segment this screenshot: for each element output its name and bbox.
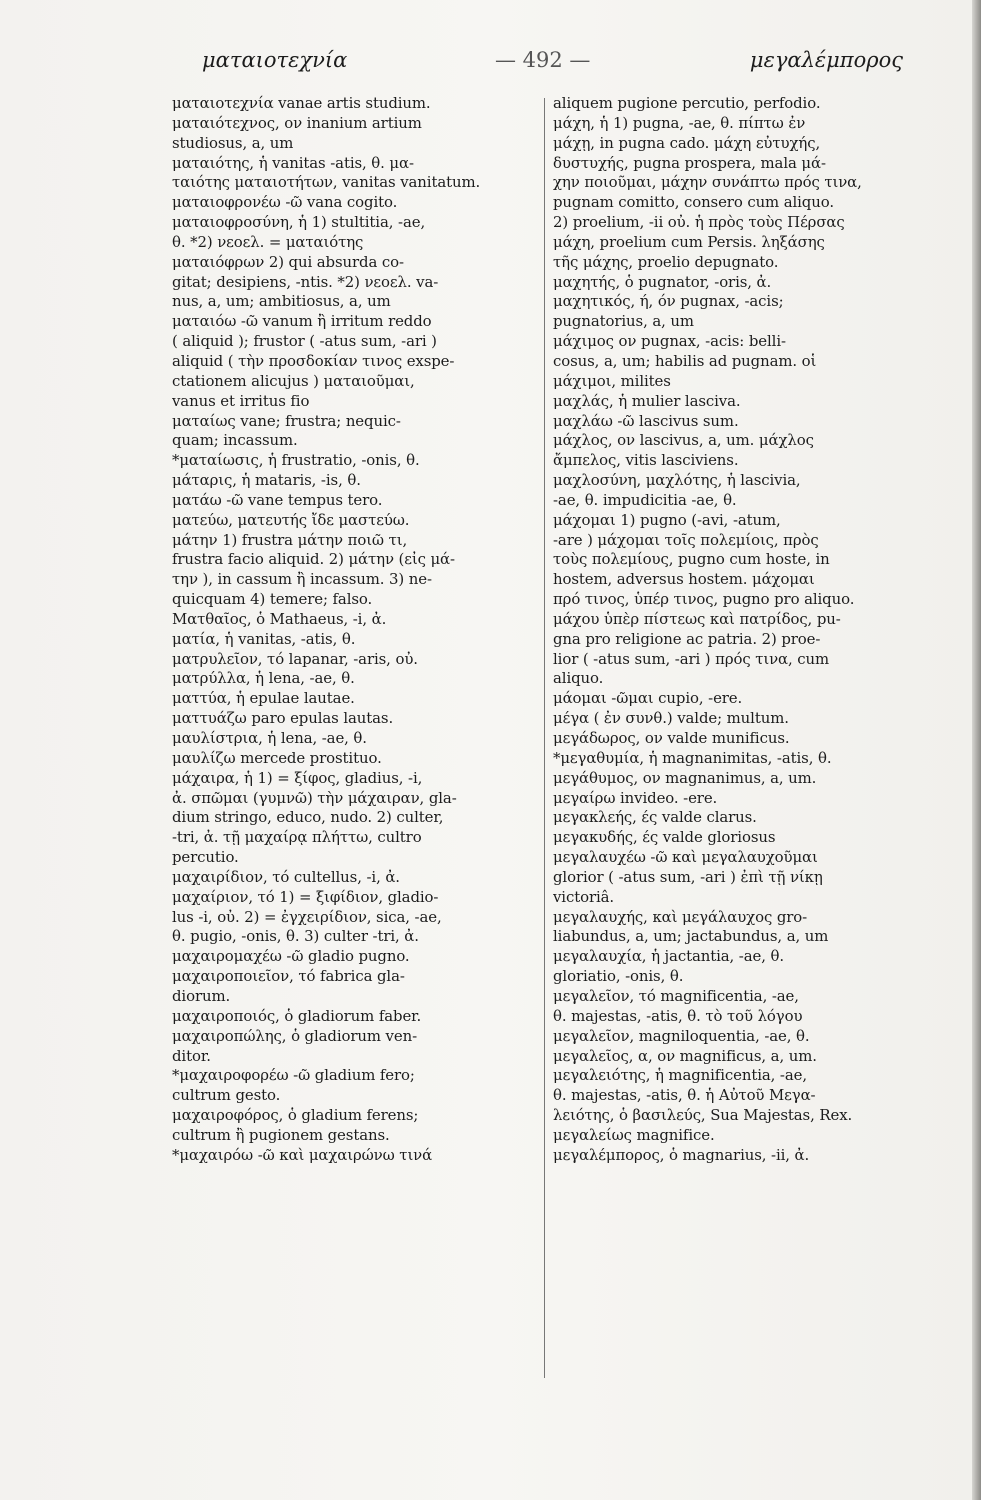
entry-line: την ), in cassum ἢ incassum. 3) ne- bbox=[172, 570, 432, 589]
entry-line: μεγακλεής, ές valde clarus. bbox=[553, 808, 757, 827]
dictionary-entry bbox=[553, 749, 928, 769]
entry-line: μεγαλαυχής, καὶ μεγάλαυχος gro- bbox=[553, 907, 808, 926]
dictionary-entry bbox=[172, 491, 540, 511]
entry-line: θ. pugio, -onis, θ. 3) culter -tri, ἀ. bbox=[172, 927, 419, 946]
dictionary-entry bbox=[553, 1126, 928, 1146]
entry-line: μεγάδωρος, ον valde munificus. bbox=[553, 729, 790, 747]
dictionary-entry bbox=[172, 1007, 540, 1027]
entry-line: μάχῃ, in pugna cado. μάχη εὐτυχής, bbox=[553, 133, 821, 152]
dictionary-entry bbox=[553, 789, 928, 809]
entry-line: ματία, ἡ vanitas, -atis, θ. bbox=[172, 629, 356, 648]
entry-line: μεγαλεῖον, τό magnificentia, -ae, bbox=[553, 986, 799, 1005]
entry-line: quicquam 4) temere; falso. bbox=[172, 590, 373, 609]
entry-line: ctationem alicujus ) ματαιοῦμαι, bbox=[172, 371, 415, 390]
entry-line: lior ( -atus sum, -ari ) πρός τινα, cum bbox=[553, 649, 830, 668]
entry-line: μεγακυδής, ές valde gloriosus bbox=[553, 828, 776, 847]
dictionary-entry bbox=[553, 908, 928, 948]
dictionary-entry bbox=[553, 947, 928, 987]
dictionary-entry bbox=[553, 828, 928, 848]
dictionary-entry bbox=[553, 689, 928, 709]
dictionary-entry bbox=[172, 511, 540, 531]
dictionary-entry bbox=[553, 471, 928, 511]
dictionary-entry bbox=[172, 630, 540, 650]
entry-line: cosus, a, um; habilis ad pugnam. οἱ bbox=[553, 351, 817, 370]
entry-line: quam; incassum. bbox=[172, 431, 298, 450]
entry-line: liabundus, a, um; jactabundus, a, um bbox=[553, 927, 829, 946]
dictionary-entry bbox=[172, 94, 540, 114]
dictionary-entry bbox=[553, 273, 928, 293]
dictionary-entry bbox=[172, 531, 540, 610]
left-column bbox=[172, 94, 540, 1166]
dictionary-entry bbox=[172, 709, 540, 729]
dictionary-entry bbox=[172, 749, 540, 769]
entry-line: μέγα ( ἐν συνθ.) valde; multum. bbox=[553, 709, 789, 728]
entry-line: pugnatorius, a, um bbox=[553, 312, 694, 331]
entry-line: μάτην 1) frustra μάτην ποιῶ τι, bbox=[172, 530, 408, 549]
dictionary-entry bbox=[553, 332, 928, 392]
entry-line: Ματθαῖος, ὁ Mathaeus, -i, ἀ. bbox=[172, 609, 387, 628]
entry-line: ματτυάζω paro epulas lautas. bbox=[172, 709, 394, 728]
entry-line: percutio. bbox=[172, 848, 239, 867]
page-number: — 492 — bbox=[495, 48, 591, 72]
entry-line: μαχαιροφόρος, ὁ gladium ferens; bbox=[172, 1106, 419, 1125]
entry-line: nus, a, um; ambitiosus, a, um bbox=[172, 292, 391, 311]
entry-line: μαυλίζω mercede prostituo. bbox=[172, 748, 382, 767]
entry-line: ditor. bbox=[172, 1046, 211, 1065]
dictionary-entry bbox=[172, 193, 540, 213]
entry-line: *μαχαιρόω -ῶ καὶ μαχαιρώνω τινά bbox=[172, 1145, 433, 1164]
dictionary-entry bbox=[172, 650, 540, 670]
entry-line: θ. majestas, -atis, θ. τὸ τοῦ λόγου bbox=[553, 1006, 803, 1025]
entry-line: *μεγαθυμία, ἡ magnanimitas, -atis, θ. bbox=[553, 748, 832, 767]
dictionary-entry bbox=[553, 769, 928, 789]
dictionary-entry bbox=[553, 808, 928, 828]
entry-line: diorum. bbox=[172, 986, 231, 1005]
entry-line: μαχαιρομαχέω -ῶ gladio pugno. bbox=[172, 947, 410, 966]
entry-line: μάχομαι 1) pugno (-avi, -atum, bbox=[553, 510, 781, 529]
entry-line: ἀ. σπῶμαι (γυμνῶ) τὴν μάχαιραν, gla- bbox=[172, 788, 457, 807]
entry-line: aliquid ( τὴν προσδοκίαν τινος exspe- bbox=[172, 351, 455, 370]
header-first-word: ματαιοτεχνία bbox=[202, 48, 348, 72]
entry-line: μεγαλέμπορος, ὁ magnarius, -ii, ἀ. bbox=[553, 1145, 810, 1164]
dictionary-entry bbox=[172, 1106, 540, 1146]
entry-line: hostem, adversus hostem. μάχομαι bbox=[553, 570, 815, 589]
entry-line: μάχιμοι, milites bbox=[553, 371, 671, 390]
dictionary-entry bbox=[172, 471, 540, 491]
dictionary-entry bbox=[172, 689, 540, 709]
entry-line: 2) proelium, -ii οὐ. ἡ πρὸς τοὺς Πέρσας bbox=[553, 213, 845, 232]
entry-line: -ae, θ. impudicitia -ae, θ. bbox=[553, 490, 737, 509]
entry-line: μάχου ὑπὲρ πίστεως καὶ πατρίδος, pu- bbox=[553, 609, 841, 628]
entry-line: -are ) μάχομαι τοῖς πολεμίοις, πρὸς bbox=[553, 530, 819, 549]
entry-line: gna pro religione ac patria. 2) proe- bbox=[553, 629, 821, 648]
dictionary-entry bbox=[172, 154, 540, 194]
entry-line: μαχλάω -ῶ lascivus sum. bbox=[553, 411, 739, 430]
entry-line: χην ποιοῦμαι, μάχην συνάπτω πρός τινα, bbox=[553, 173, 862, 192]
dictionary-entry bbox=[172, 1146, 540, 1166]
entry-line: ματαιοφροσύνη, ἡ 1) stultitia, -ae, bbox=[172, 213, 426, 232]
entry-line: ματαιοτεχνία vanae artis studium. bbox=[172, 94, 431, 112]
dictionary-entry bbox=[553, 987, 928, 1047]
dictionary-entry bbox=[172, 967, 540, 1007]
dictionary-entry bbox=[553, 431, 928, 471]
dictionary-entry bbox=[172, 451, 540, 471]
entry-line: μεγαλαυχία, ἡ jactantia, -ae, θ. bbox=[553, 947, 784, 966]
dictionary-entry bbox=[172, 888, 540, 948]
dictionary-entry bbox=[172, 253, 540, 313]
dictionary-entry bbox=[172, 610, 540, 630]
entry-line: δυστυχής, pugna prospera, mala μά- bbox=[553, 153, 826, 172]
entry-line: μαχαιρίδιον, τό cultellus, -i, ἀ. bbox=[172, 867, 400, 886]
dictionary-entry bbox=[172, 947, 540, 967]
column-divider bbox=[544, 98, 545, 1378]
entry-line: lus -i, οὐ. 2) = ἐγχειρίδιον, sica, -ae, bbox=[172, 907, 442, 926]
right-column bbox=[553, 94, 928, 1166]
entry-line: aliquo. bbox=[553, 669, 604, 688]
entry-line: ματεύω, ματευτής ἴδε μαστεύω. bbox=[172, 510, 410, 529]
entry-line: ταιότης ματαιοτήτων, vanitas vanitatum. bbox=[172, 173, 481, 192]
entry-line: μεγαλεῖον, magniloquentia, -ae, θ. bbox=[553, 1026, 810, 1045]
dictionary-entry bbox=[172, 1027, 540, 1067]
entry-line: μεγαλειότης, ἡ magnificentia, -ae, bbox=[553, 1066, 807, 1085]
entry-line: -tri, ἀ. τῇ μαχαίρᾳ πλήττω, cultro bbox=[172, 828, 422, 847]
entry-line: μεγάθυμος, ον magnanimus, a, um. bbox=[553, 768, 817, 787]
dictionary-entry bbox=[553, 511, 928, 690]
entry-line: ματαίως vane; frustra; nequic- bbox=[172, 411, 401, 430]
entry-line: ματαιόω -ῶ vanum ἢ irritum reddo bbox=[172, 312, 432, 331]
entry-line: μεγαλεῖος, α, ον magnificus, a, um. bbox=[553, 1046, 817, 1065]
entry-line: cultrum ἢ pugionem gestans. bbox=[172, 1125, 390, 1144]
dictionary-entry bbox=[553, 1047, 928, 1067]
dictionary-entry bbox=[553, 94, 928, 114]
entry-line: ματρύλλα, ἡ lena, -ae, θ. bbox=[172, 669, 355, 688]
entry-line: μεγαλείως magnifice. bbox=[553, 1125, 715, 1144]
entry-line: μάομαι -ῶμαι cupio, -ere. bbox=[553, 689, 743, 708]
entry-line: θ. *2) νεοελ. = ματαιότης bbox=[172, 232, 364, 251]
entry-line: μάχιμος ον pugnax, -acis: belli- bbox=[553, 332, 786, 351]
entry-line: πρό τινος, ὑπέρ τινος, pugno pro aliquo. bbox=[553, 590, 855, 609]
entry-line: μαχαιροποιός, ὁ gladiorum faber. bbox=[172, 1006, 422, 1025]
entry-line: μαχαιροποιεῖον, τό fabrica gla- bbox=[172, 967, 405, 986]
dictionary-entry bbox=[172, 669, 540, 689]
entry-line: ( aliquid ); frustor ( -atus sum, -ari ) bbox=[172, 332, 437, 351]
entry-line: λειότης, ὁ βασιλεύς, Sua Majestas, Rex. bbox=[553, 1106, 853, 1125]
entry-line: dium stringo, educo, nudo. 2) culter, bbox=[172, 808, 444, 827]
dictionary-entry bbox=[172, 412, 540, 452]
entry-line: μάταρις, ἡ mataris, -is, θ. bbox=[172, 471, 361, 490]
entry-line: θ. majestas, -atis, θ. ἡ Αὐτοῦ Μεγα- bbox=[553, 1086, 816, 1105]
entry-line: μεγαλαυχέω -ῶ καὶ μεγαλαυχοῦμαι bbox=[553, 848, 818, 867]
page-header bbox=[150, 48, 921, 88]
entry-line: τοὺς πολεμίους, pugno cum hoste, in bbox=[553, 550, 830, 569]
entry-line: studiosus, a, um bbox=[172, 133, 294, 152]
dictionary-entry bbox=[172, 114, 540, 154]
entry-line: pugnam comitto, consero cum aliquo. bbox=[553, 193, 834, 212]
entry-line: ἄμπελος, vitis lasciviens. bbox=[553, 451, 739, 470]
entry-line: μαχλοσύνη, μαχλότης, ἡ lascivia, bbox=[553, 471, 801, 490]
entry-line: ματαιοφρονέω -ῶ vana cogito. bbox=[172, 193, 398, 212]
entry-line: aliquem pugione percutio, perfodio. bbox=[553, 94, 821, 112]
entry-line: ματτύα, ἡ epulae lautae. bbox=[172, 689, 355, 708]
entry-line: μαχητικός, ή, όν pugnax, -acis; bbox=[553, 292, 784, 311]
header-last-word: μεγαλέμπορος bbox=[749, 48, 903, 72]
dictionary-entry bbox=[172, 213, 540, 253]
entry-line: *μαχαιροφορέω -ῶ gladium fero; bbox=[172, 1066, 415, 1085]
entry-line: ματαιότης, ἡ vanitas -atis, θ. μα- bbox=[172, 153, 414, 172]
entry-line: μεγαίρω invideo. -ere. bbox=[553, 788, 718, 807]
dictionary-entry bbox=[553, 1146, 928, 1166]
entry-line: glorior ( -atus sum, -ari ) ἐπὶ τῇ νίκῃ bbox=[553, 867, 823, 886]
entry-line: τῆς μάχης, proelio depugnato. bbox=[553, 252, 779, 271]
entry-line: ματαιότεχνος, ον inanium artium bbox=[172, 113, 422, 132]
entry-line: μάχη, proelium cum Persis. ληξάσης bbox=[553, 232, 825, 251]
entry-line: gitat; desipiens, -ntis. *2) νεοελ. va- bbox=[172, 272, 439, 291]
dictionary-entry bbox=[553, 1066, 928, 1126]
dictionary-entry bbox=[553, 114, 928, 273]
dictionary-entry bbox=[553, 709, 928, 729]
entry-line: ματάω -ῶ vane tempus tero. bbox=[172, 490, 383, 509]
dictionary-entry bbox=[553, 412, 928, 432]
entry-line: μαυλίστρια, ἡ lena, -ae, θ. bbox=[172, 729, 367, 747]
entry-line: μαχητής, ὁ pugnator, -oris, ἀ. bbox=[553, 272, 772, 291]
entry-line: μάχλος, ον lascivus, a, um. μάχλος bbox=[553, 431, 814, 450]
dictionary-entry bbox=[553, 729, 928, 749]
entry-line: cultrum gesto. bbox=[172, 1086, 281, 1105]
entry-line: frustra facio aliquid. 2) μάτην (εἰς μά- bbox=[172, 550, 455, 569]
entry-line: victoriâ. bbox=[553, 887, 615, 906]
dictionary-entry bbox=[553, 292, 928, 332]
dictionary-entry bbox=[172, 1066, 540, 1106]
page-spine-shadow bbox=[972, 0, 981, 1500]
dictionary-entry bbox=[553, 848, 928, 908]
entry-line: ματαιόφρων 2) qui absurda co- bbox=[172, 252, 404, 271]
dictionary-entry bbox=[553, 392, 928, 412]
dictionary-entry bbox=[172, 312, 540, 411]
dictionary-entry bbox=[172, 769, 540, 868]
entry-line: vanus et irritus fio bbox=[172, 391, 310, 410]
dictionary-entry bbox=[172, 729, 540, 749]
entry-line: μάχη, ἡ 1) pugna, -ae, θ. πίπτω ἐν bbox=[553, 113, 806, 132]
entry-line: *ματαίωσις, ἡ frustratio, -onis, θ. bbox=[172, 451, 420, 470]
entry-line: gloriatio, -onis, θ. bbox=[553, 967, 684, 986]
entry-line: μάχαιρα, ἡ 1) = ξίφος, gladius, -i, bbox=[172, 768, 423, 787]
entry-line: μαχαίριον, τό 1) = ξιφίδιον, gladio- bbox=[172, 887, 439, 906]
entry-line: ματρυλεῖον, τό lapanar, -aris, οὐ. bbox=[172, 649, 418, 668]
entry-line: μαχαιροπώλης, ὁ gladiorum ven- bbox=[172, 1026, 418, 1045]
dictionary-entry bbox=[172, 868, 540, 888]
entry-line: μαχλάς, ἡ mulier lasciva. bbox=[553, 391, 741, 410]
